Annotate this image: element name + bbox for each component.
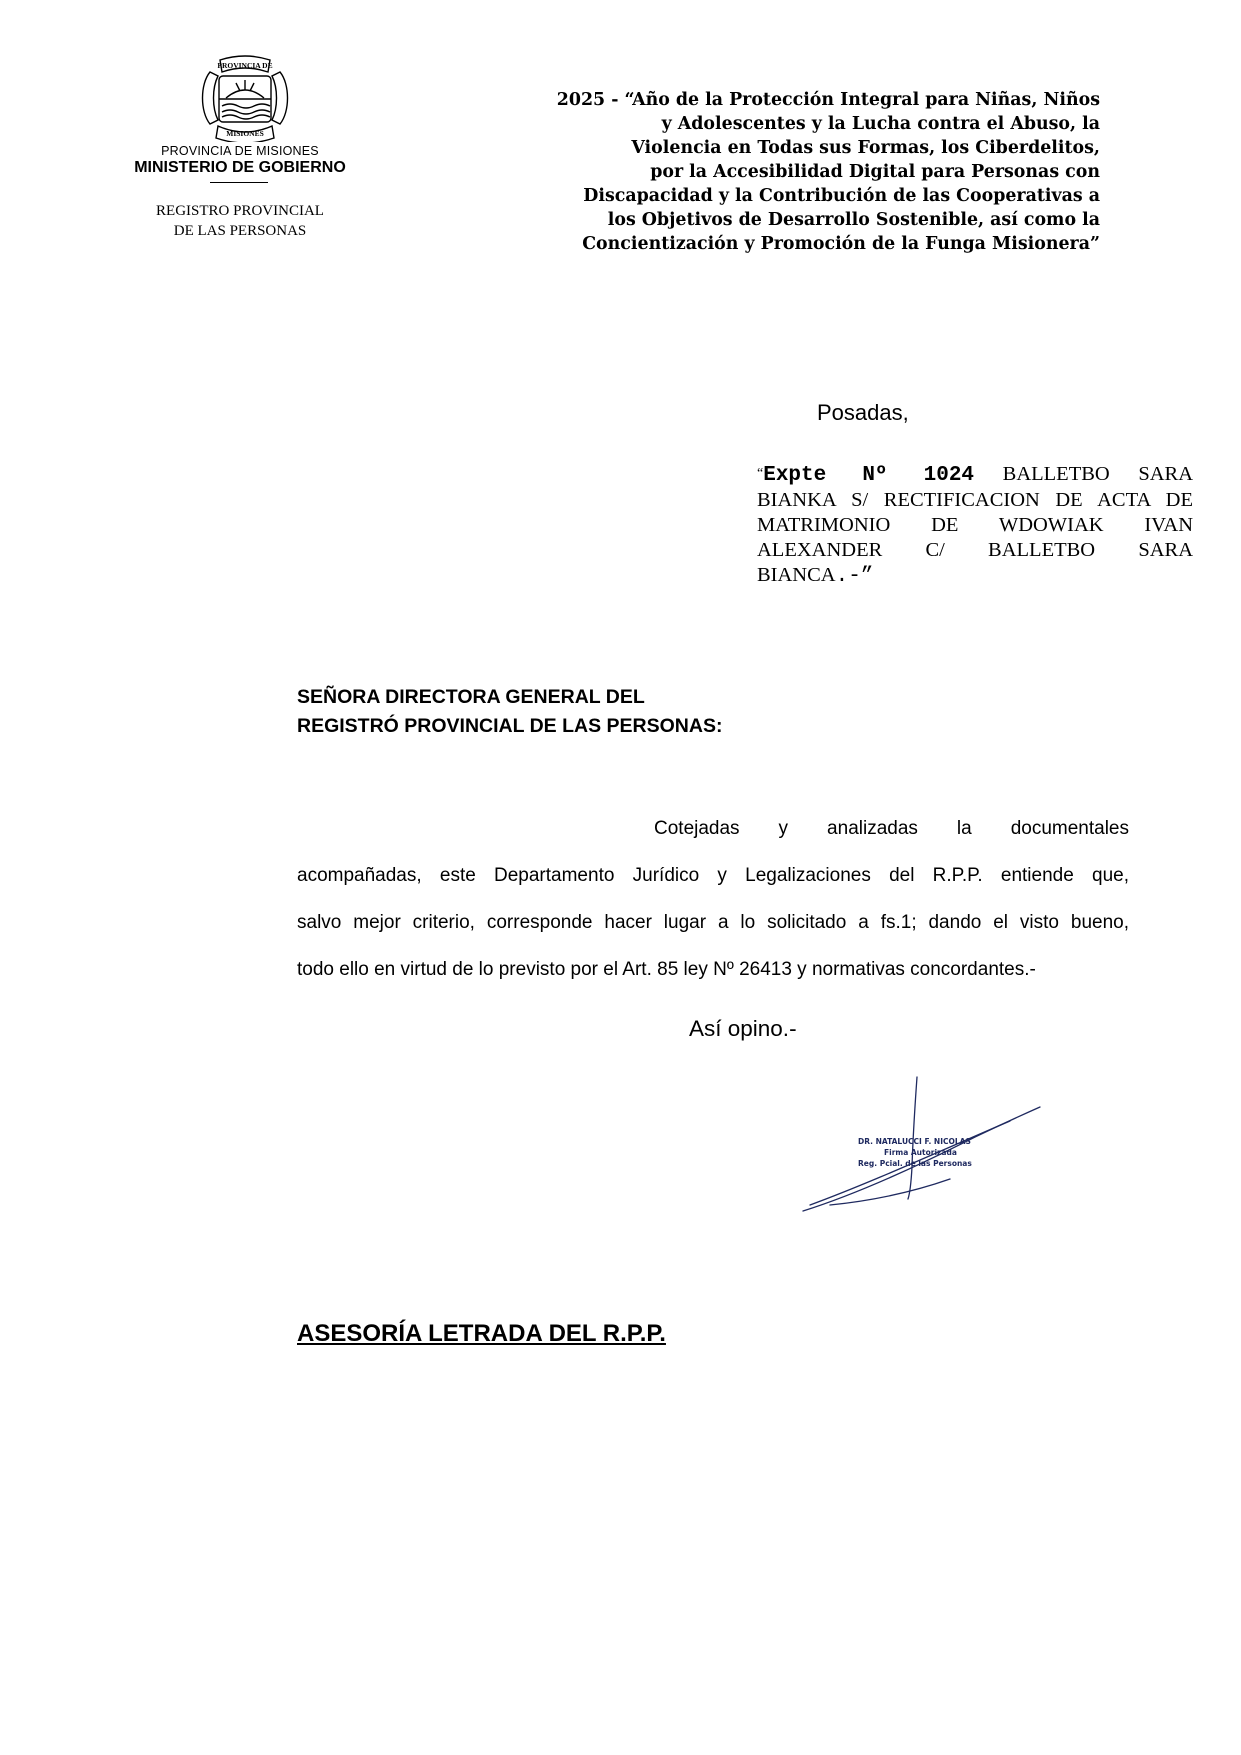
- case-reference-line: MATRIMONIO DE WDOWIAK IVAN: [757, 514, 1193, 536]
- motto-line: Concientización y Promoción de la Funga Misionera”: [582, 234, 1100, 254]
- addressee-line2: REGISTRÓ PROVINCIAL DE LAS PERSONAS:: [297, 715, 723, 737]
- motto-line: por la Accesibilidad Digital para Personas con: [650, 162, 1100, 182]
- place-date: Posadas,: [817, 400, 909, 425]
- seal-top-text: PROVINCIA DE: [217, 61, 273, 70]
- opinion-body: [297, 805, 1129, 993]
- addressee: [297, 683, 722, 741]
- case-party: BALLETBO SARA: [1002, 463, 1194, 485]
- body-line: todo ello en virtud de lo previsto por el Art. 85 ley Nº 26413 y normativas concordantes.-: [297, 959, 1036, 980]
- body-line: acompañadas, este Departamento Jurídico y Legalizaciones del R.P.P. entiende que,: [297, 865, 1129, 886]
- case-party-last: BIANCA: [757, 564, 836, 586]
- province-name: PROVINCIA DE MISIONES: [161, 144, 319, 158]
- motto-line: Violencia en Todas sus Formas, los Ciberdelitos,: [631, 138, 1100, 158]
- motto-line: y Adolescentes y la Lucha contra el Abuso, la: [661, 114, 1100, 134]
- case-reference-line: [757, 461, 1193, 488]
- body-line: Cotejadas y analizadas la documentales: [654, 818, 1129, 839]
- letterhead-divider: [210, 182, 268, 183]
- case-reference-line: [757, 563, 1193, 589]
- case-reference-line: BIANKA S/ RECTIFICACION DE ACTA DE: [757, 489, 1193, 511]
- case-reference-ending: .-”: [835, 565, 874, 588]
- office-title: ASESORÍA LETRADA DEL R.P.P.: [297, 1320, 666, 1347]
- stamp-name: DR. NATALUCCI F. NICOLAS: [858, 1137, 971, 1146]
- case-number: Expte Nº 1024: [763, 464, 975, 487]
- motto-line: 2025 - “Año de la Protección Integral para Niñas, Niños: [556, 90, 1100, 110]
- motto-line: los Objetivos de Desarrollo Sostenible, así como la: [607, 210, 1100, 230]
- motto-line: Discapacidad y la Contribución de las Cooperativas a: [583, 186, 1100, 206]
- provincial-seal-icon: [196, 54, 294, 142]
- signature: [800, 1075, 1050, 1215]
- seal-bottom-text: MISIONES: [226, 129, 264, 138]
- registry-name-line2: DE LAS PERSONAS: [173, 223, 307, 239]
- case-reference: [757, 461, 1193, 589]
- stamp-role: Firma Autorizada: [884, 1148, 957, 1157]
- case-reference-line: ALEXANDER C/ BALLETBO SARA: [757, 539, 1193, 561]
- registry-name-line1: REGISTRO PROVINCIAL: [156, 203, 324, 219]
- open-quote: “: [757, 466, 764, 481]
- ministry-name: MINISTERIO DE GOBIERNO: [134, 159, 346, 176]
- closing-statement: Así opino.-: [689, 1016, 797, 1041]
- addressee-line1: SEÑORA DIRECTORA GENERAL DEL: [297, 686, 645, 708]
- stamp-office: Reg. Pcial. de las Personas: [858, 1159, 972, 1168]
- body-line: salvo mejor criterio, corresponde hacer lugar a lo solicitado a fs.1; dando el visto bueno,: [297, 912, 1129, 933]
